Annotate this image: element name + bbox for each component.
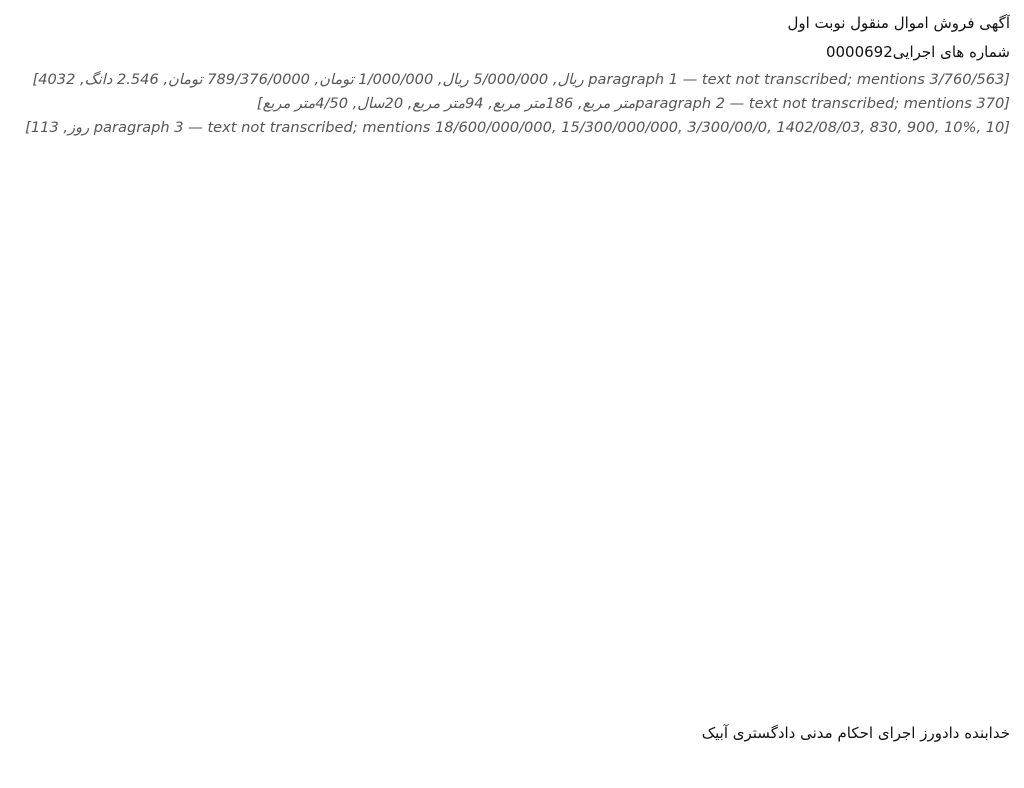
notice-number: شماره های اجرایی0000692 bbox=[825, 43, 1010, 61]
signature-line: خدابنده دادورز اجرای احکام مدنی دادگستری آبیک bbox=[701, 724, 1010, 742]
body-paragraph: [paragraph 2 — text not transcribed; mentions 370متر مربع, 186متر مربع, 94متر مربع, 20سال, 4/50متر مربع] bbox=[256, 94, 1010, 112]
body-paragraph: [paragraph 1 — text not transcribed; mentions 3/760/563 ریال, 5/000/000 ریال, 1/000/000 تومان, 789/376/0000 تومان, 2.546 دانگ, 4032] bbox=[32, 71, 1010, 88]
notice-body bbox=[14, 68, 1010, 140]
notice-title: آگهی فروش اموال منقول نوبت اول bbox=[787, 14, 1010, 32]
body-paragraph: [paragraph 3 — text not transcribed; mentions 18/600/000/000, 15/300/000/000, 3/300/00/0, 1402/08/03, 830, 900, 10%, 10 روز, 113] bbox=[25, 118, 1010, 136]
